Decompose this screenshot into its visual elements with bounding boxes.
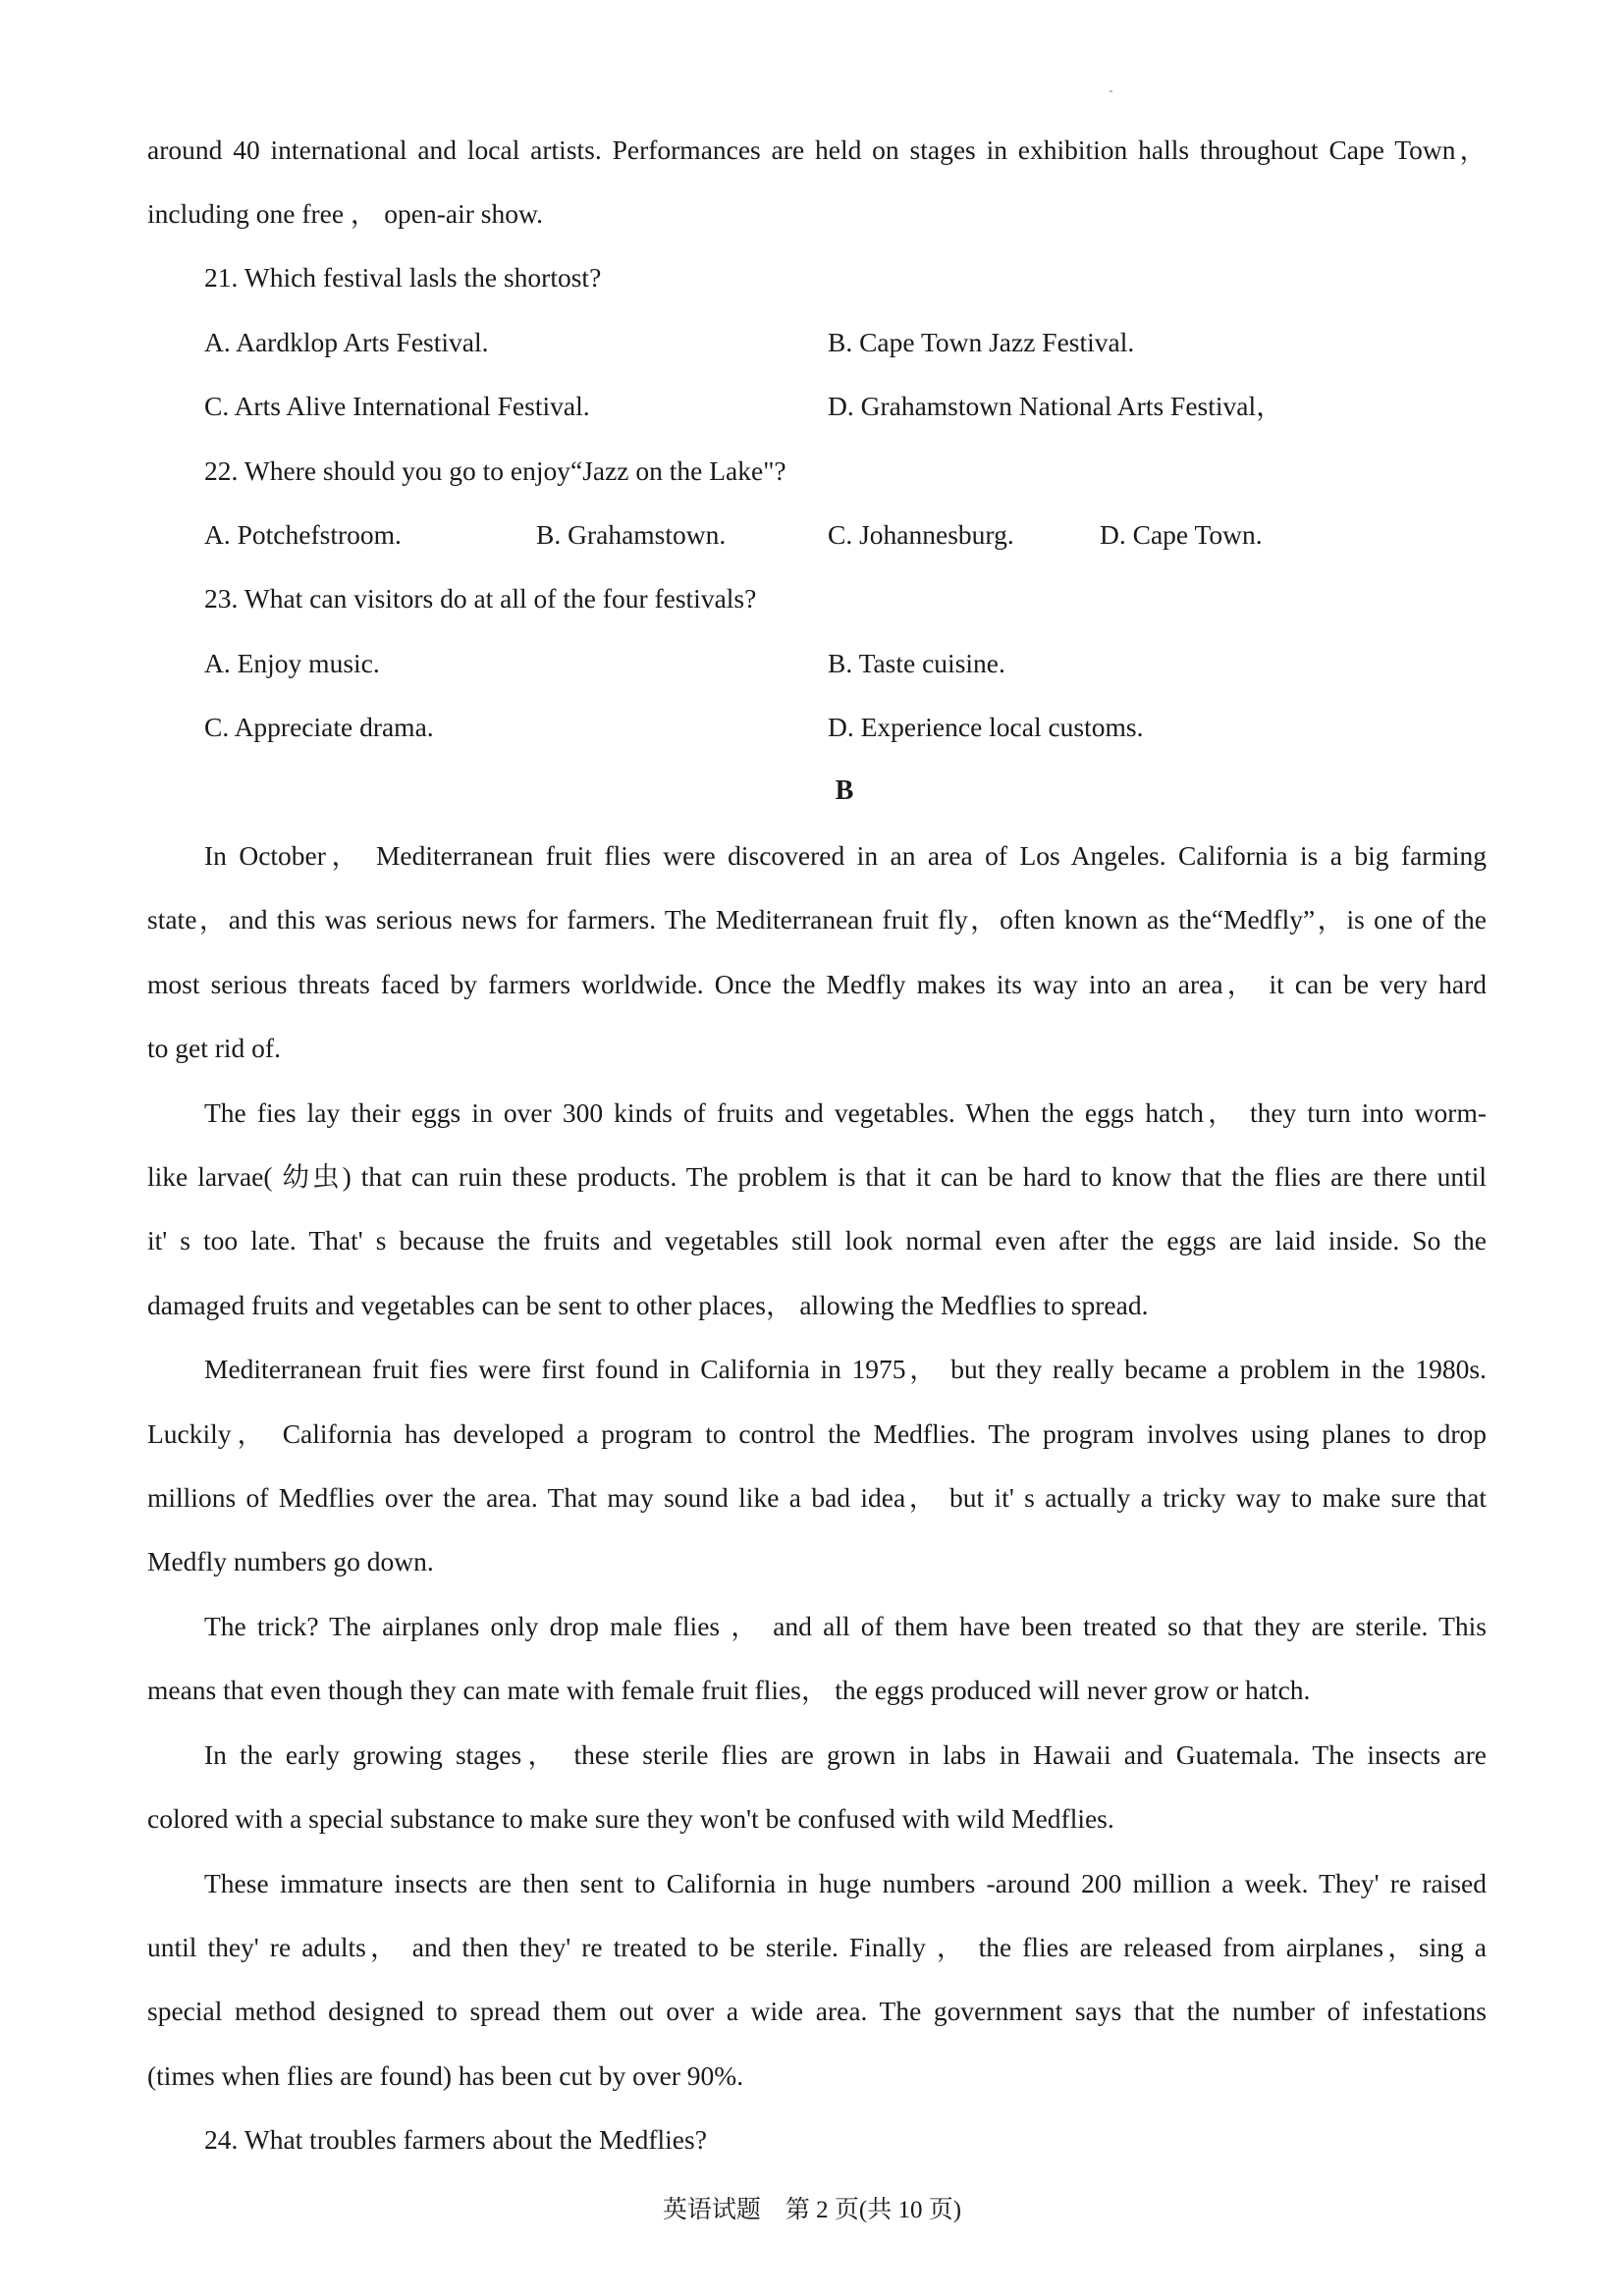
question-stem: 22. Where should you go to enjoy“Jazz on the Lake"? [204, 455, 786, 486]
intro-line: including one free ， open-air show. [147, 198, 543, 229]
option-d: D. Experience local customs. [828, 712, 1144, 742]
paragraph-line: until they' re adults， and then they' re treated to be sterile. Finally ， the flies are released from airplanes，sing a [147, 1932, 1487, 1962]
paragraph-line: special method designed to spread them out over a wide area. The government says that the number of infestations [147, 1996, 1487, 2026]
option-c: C. Johannesburg. [828, 519, 1014, 550]
option-c: C. Arts Alive International Festival. [204, 391, 590, 421]
option-d: D. Cape Town. [1100, 519, 1263, 550]
paragraph-line: Medfly numbers go down. [147, 1546, 434, 1576]
paragraph-line: millions of Medflies over the area. That may sound like a bad idea， but it' s actually a tricky way to make sure that [147, 1482, 1487, 1513]
paragraph-line: These immature insects are then sent to California in huge numbers -around 200 million a week. They' re raised [204, 1868, 1487, 1898]
paragraph-line: means that even though they can mate with female fruit flies， the eggs produced will never grow or hatch. [147, 1675, 1311, 1705]
paragraph-line: most serious threats faced by farmers worldwide. Once the Medfly makes its way into an area， it can be very hard [147, 969, 1487, 999]
paragraph-line: Mediterranean fruit fies were first found in California in 1975， but they really became a problem in the 1980s. [204, 1354, 1487, 1384]
option-a: A. Aardklop Arts Festival. [204, 327, 489, 357]
paragraph-line: damaged fruits and vegetables can be sent to other places， allowing the Medflies to spread. [147, 1290, 1149, 1320]
option-b: B. Grahamstown. [536, 519, 727, 550]
option-a: A. Potchefstroom. [204, 519, 402, 550]
paragraph-line: Luckily， California has developed a program to control the Medflies. The program involves using planes to drop [147, 1418, 1487, 1449]
paragraph-line: In October， Mediterranean fruit flies were discovered in an area of Los Angeles. California is a big farming [204, 840, 1487, 871]
option-b: B. Cape Town Jazz Festival. [828, 327, 1135, 357]
section-heading: B [835, 775, 854, 806]
question-stem: 21. Which festival lasls the shortost? [204, 262, 602, 293]
paragraph-line: colored with a special substance to make sure they won't be confused with wild Medflies. [147, 1803, 1114, 1834]
page-footer: 英语试题 第 2 页(共 10 页) [662, 2197, 962, 2223]
question-stem: 24. What troubles farmers about the Medflies? [204, 2124, 707, 2155]
option-d: D. Grahamstown National Arts Festival， [828, 391, 1283, 421]
paragraph-line: The fies lay their eggs in over 300 kinds of fruits and vegetables. When the eggs hatch， they turn into worm- [204, 1097, 1487, 1128]
paragraph-line: it' s too late. That' s because the fruits and vegetables still look normal even after the eggs are laid inside. So the [147, 1225, 1487, 1255]
option-a: A. Enjoy music. [204, 648, 380, 678]
option-b: B. Taste cuisine. [828, 648, 1005, 678]
paragraph-line: In the early growing stages， these sterile flies are grown in labs in Hawaii and Guatemala. The insects are [204, 1739, 1487, 1770]
scan-speck [1110, 90, 1112, 92]
intro-line: around 40 international and local artists. Performances are held on stages in exhibition halls throughout Cape Town， [147, 134, 1487, 165]
paragraph-line: (times when flies are found) has been cut by over 90%. [147, 2060, 744, 2091]
paragraph-line: like larvae( 幼虫) that can ruin these products. The problem is that it can be hard to know that the flies are there until [147, 1161, 1487, 1192]
question-stem: 23. What can visitors do at all of the four festivals? [204, 583, 757, 614]
option-c: C. Appreciate drama. [204, 712, 434, 742]
paragraph-line: The trick? The airplanes only drop male flies ， and all of them have been treated so that they are sterile. This [204, 1611, 1487, 1641]
paragraph-line: state，and this was serious news for farmers. The Mediterranean fruit fly，often known as the“Medfly”，is one of the [147, 904, 1487, 934]
paragraph-line: to get rid of. [147, 1033, 281, 1063]
